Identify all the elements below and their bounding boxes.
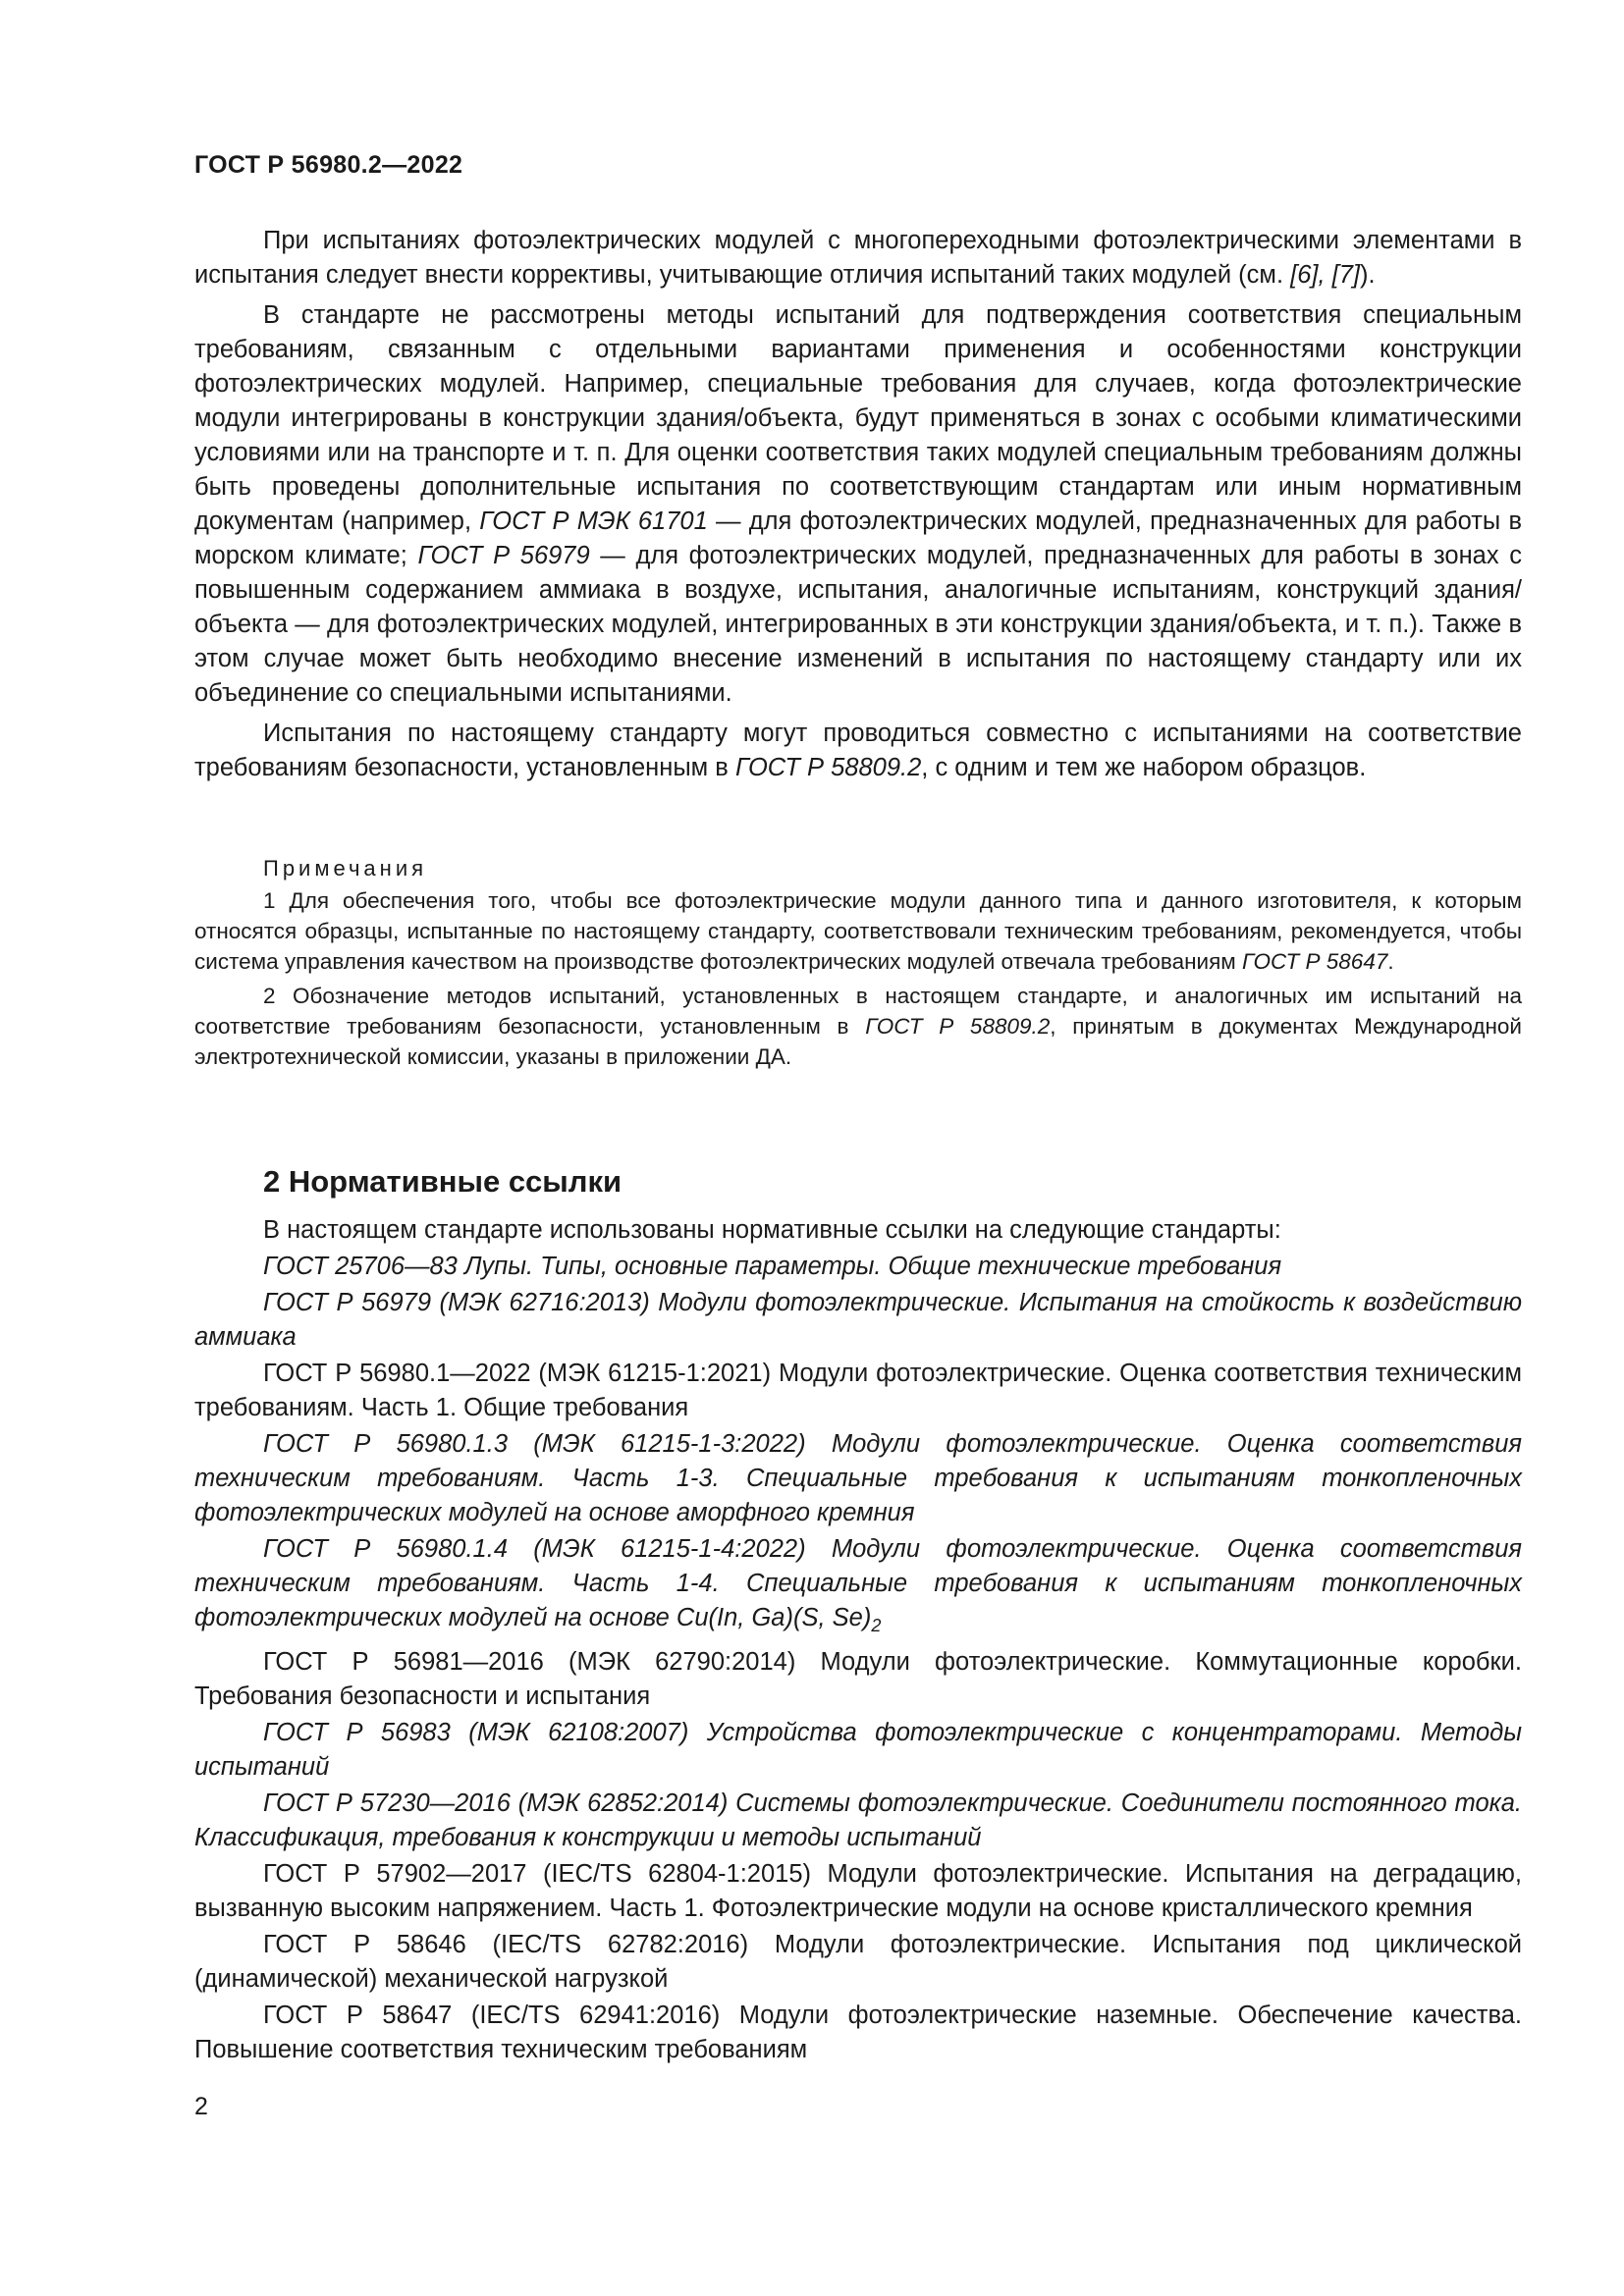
citation-link: [6], [7] bbox=[1290, 261, 1360, 289]
notes-title: Примечания bbox=[263, 856, 428, 881]
reference-item: ГОСТ Р 56983 (МЭК 62108:2007) Устройства фотоэлектрические с концентраторами. Методы испытаний bbox=[194, 1719, 1522, 1781]
reference-item: ГОСТ Р 58647 (IEC/TS 62941:2016) Модули фотоэлектрические наземные. Обеспечение качества. Повышение соответствия техническим требованиям bbox=[194, 2002, 1522, 2063]
standard-reference: ГОСТ Р МЭК 61701 bbox=[479, 507, 708, 535]
note-2 bbox=[194, 981, 1522, 1072]
text-span: ). bbox=[1360, 261, 1376, 289]
normative-references-list bbox=[194, 1213, 1522, 2069]
reference-item: ГОСТ Р 57902—2017 (IEC/TS 62804-1:2015) Модули фотоэлектрические. Испытания на деградацию, вызванную высоким напряжением. Часть 1. Фотоэлектрические модули на основе кристаллического кремния bbox=[194, 1860, 1522, 1922]
intro-paragraph-3 bbox=[194, 717, 1522, 785]
note-1 bbox=[194, 885, 1522, 977]
references-lead: В настоящем стандарте использованы нормативные ссылки на следующие стандарты: bbox=[263, 1216, 1281, 1244]
reference-item: ГОСТ Р 56980.1.3 (МЭК 61215-1-3:2022) Модули фотоэлектрические. Оценка соответствия техническим требованиям. Часть 1-3. Специальные требования к испытаниям тонкопленочных фотоэлектрических модулей на основе аморфного кремния bbox=[194, 1430, 1522, 1526]
reference-item: ГОСТ Р 56981—2016 (МЭК 62790:2014) Модули фотоэлектрические. Коммутационные коробки. Требования безопасности и испытания bbox=[194, 1648, 1522, 1710]
text-span: — для фотоэлектрических модулей, предназначенных для работы в зонах с повышенным содержанием аммиака в воздухе, испытания, аналогичные испытаниям, конструкций здания/объекта — для фотоэлектрических модулей, интегрированных в эти конструкции здания/объекта, и т. п.). Также в этом случае может быть необходимо внесение изменений в испытания по настоящему стандарту или их объединение со специальными испытаниями. bbox=[194, 542, 1522, 707]
reference-item: ГОСТ 25706—83 Лупы. Типы, основные параметры. Общие технические требования bbox=[263, 1253, 1282, 1280]
text-span: — для фотоэлектрических модулей, предназначенных для работы в морском климате; bbox=[194, 507, 1523, 569]
text-span: Испытания по настоящему стандарту могут проводиться совместно с испытаниями на соответствие требованиям безопасности, установленным в bbox=[194, 720, 1522, 781]
reference-item: ГОСТ Р 56979 (МЭК 62716:2013) Модули фотоэлектрические. Испытания на стойкость к воздействию аммиака bbox=[194, 1289, 1522, 1351]
text-span: ГОСТ Р 56980.1.4 (МЭК 61215-1-4:2022) Модули фотоэлектрические. Оценка соответствия техническим требованиям. Часть 1-4. Специальные требования к испытаниям тонкопленочных фотоэлектрических модулей на основе Cu(In, Ga)(S, Se) bbox=[194, 1535, 1522, 1631]
text-span: В стандарте не рассмотрены методы испытаний для подтверждения соответствия специальным требованиям, связанным с отдельными вариантами применения и особенностями конструкции фотоэлектрических модулей. Например, специальные требования для случаев, когда фотоэлектрические модули интегрированы в конструкции здания/объекта, будут применяться в зонах с особыми климатическими условиями или на транспорте и т. п. Для оценки соответствия таких модулей специальным требованиям должны быть проведены дополнительные испытания по соответствующим стандартам или иным нормативным документам (например, bbox=[194, 301, 1522, 535]
text-span: 1 Для обеспечения того, чтобы все фотоэлектрические модули данного типа и данного изготовителя, к которым относятся образцы, испытанные по настоящему стандарту, соответствовали техническим требованиям, рекомендуется, чтобы система управления качеством на производстве фотоэлектрических модулей отвечала требованиям bbox=[194, 888, 1522, 974]
text-span: , с одним и тем же набором образцов. bbox=[921, 754, 1367, 781]
section-title: 2 Нормативные ссылки bbox=[263, 1164, 623, 1199]
standard-reference: ГОСТ Р 58809.2 bbox=[865, 1014, 1051, 1039]
reference-item bbox=[194, 1532, 1522, 1643]
notes-block bbox=[194, 854, 1522, 1076]
document-header: ГОСТ Р 56980.2—2022 bbox=[194, 151, 463, 179]
reference-item: ГОСТ Р 56980.1—2022 (МЭК 61215-1:2021) Модули фотоэлектрические. Оценка соответствия техническим требованиям. Часть 1. Общие требования bbox=[194, 1360, 1522, 1421]
text-span: , принятым в документах Международной электротехнической комиссии, указаны в приложении ДА. bbox=[194, 1014, 1522, 1069]
subscript: 2 bbox=[871, 1616, 882, 1635]
text-span: При испытаниях фотоэлектрических модулей с многопереходными фотоэлектрическими элементами в испытания следует внести коррективы, учитывающие отличия испытаний таких модулей (см. bbox=[194, 227, 1522, 289]
standard-reference: ГОСТ Р 58647 bbox=[1242, 949, 1388, 974]
intro-section bbox=[194, 224, 1522, 791]
text-span: 2 Обозначение методов испытаний, установленных в настоящем стандарте, и аналогичных им испытаний на соответствие требованиям безопасности, установленным в bbox=[194, 984, 1522, 1039]
reference-item: ГОСТ Р 57230—2016 (МЭК 62852:2014) Системы фотоэлектрические. Соединители постоянного тока. Классификация, требования к конструкции и методы испытаний bbox=[194, 1789, 1522, 1851]
page-number: 2 bbox=[194, 2093, 208, 2120]
intro-paragraph-2 bbox=[194, 298, 1522, 711]
standard-reference: ГОСТ Р 56979 bbox=[417, 542, 590, 569]
intro-paragraph-1 bbox=[194, 224, 1522, 293]
text-span: . bbox=[1387, 949, 1394, 974]
reference-item: ГОСТ Р 58646 (IEC/TS 62782:2016) Модули фотоэлектрические. Испытания под циклической (динамической) механической нагрузкой bbox=[194, 1931, 1522, 1993]
standard-reference: ГОСТ Р 58809.2 bbox=[734, 754, 922, 781]
